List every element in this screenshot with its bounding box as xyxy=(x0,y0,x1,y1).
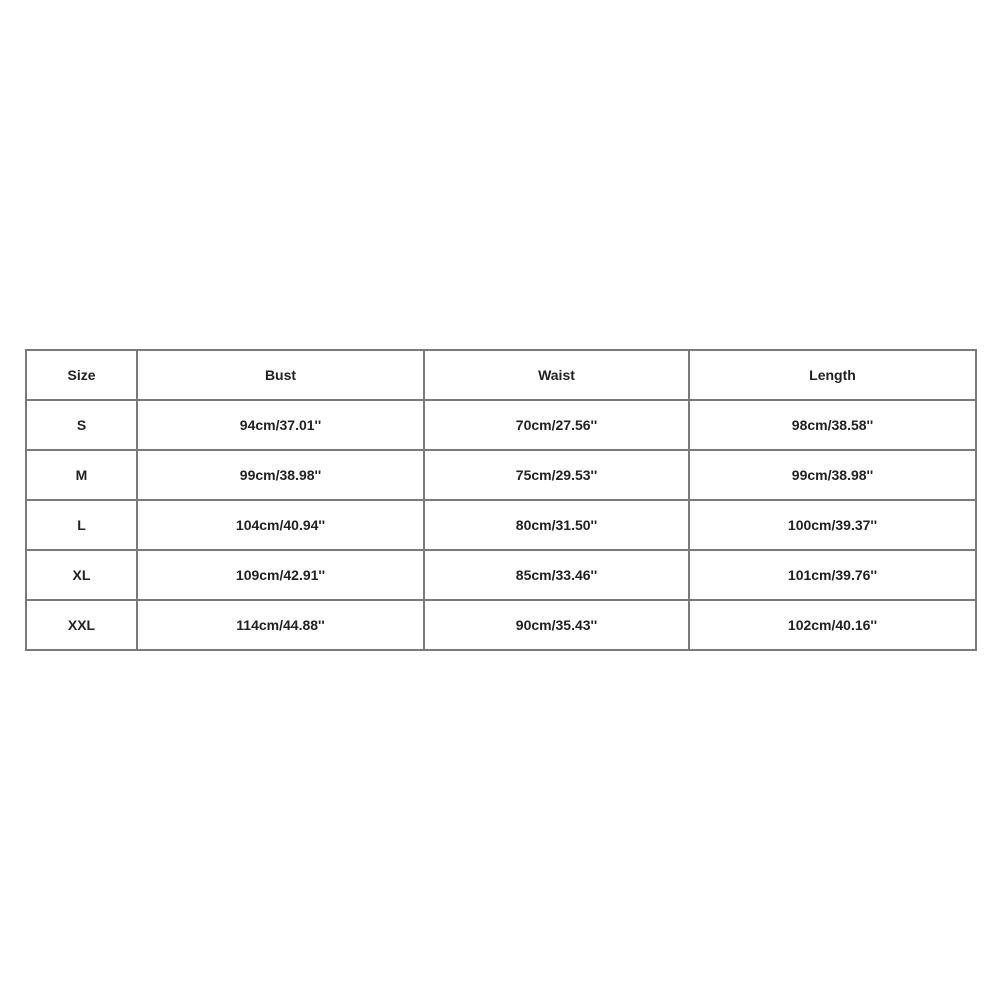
cell-bust: 94cm/37.01'' xyxy=(137,400,424,450)
cell-length: 101cm/39.76'' xyxy=(689,550,976,600)
cell-bust: 114cm/44.88'' xyxy=(137,600,424,650)
header-bust: Bust xyxy=(137,350,424,400)
cell-waist: 90cm/35.43'' xyxy=(424,600,689,650)
cell-waist: 70cm/27.56'' xyxy=(424,400,689,450)
header-length: Length xyxy=(689,350,976,400)
cell-bust: 104cm/40.94'' xyxy=(137,500,424,550)
cell-waist: 85cm/33.46'' xyxy=(424,550,689,600)
cell-size: XXL xyxy=(26,600,137,650)
cell-size: XL xyxy=(26,550,137,600)
header-waist: Waist xyxy=(424,350,689,400)
table-row xyxy=(26,500,976,550)
cell-size: S xyxy=(26,400,137,450)
cell-size: L xyxy=(26,500,137,550)
cell-bust: 99cm/38.98'' xyxy=(137,450,424,500)
cell-bust: 109cm/42.91'' xyxy=(137,550,424,600)
cell-waist: 75cm/29.53'' xyxy=(424,450,689,500)
table-row xyxy=(26,400,976,450)
table-header-row xyxy=(26,350,976,400)
table-row xyxy=(26,600,976,650)
table-row xyxy=(26,550,976,600)
cell-length: 100cm/39.37'' xyxy=(689,500,976,550)
cell-length: 99cm/38.98'' xyxy=(689,450,976,500)
table-row xyxy=(26,450,976,500)
size-chart-table xyxy=(25,349,977,651)
cell-length: 102cm/40.16'' xyxy=(689,600,976,650)
header-size: Size xyxy=(26,350,137,400)
cell-size: M xyxy=(26,450,137,500)
cell-length: 98cm/38.58'' xyxy=(689,400,976,450)
cell-waist: 80cm/31.50'' xyxy=(424,500,689,550)
